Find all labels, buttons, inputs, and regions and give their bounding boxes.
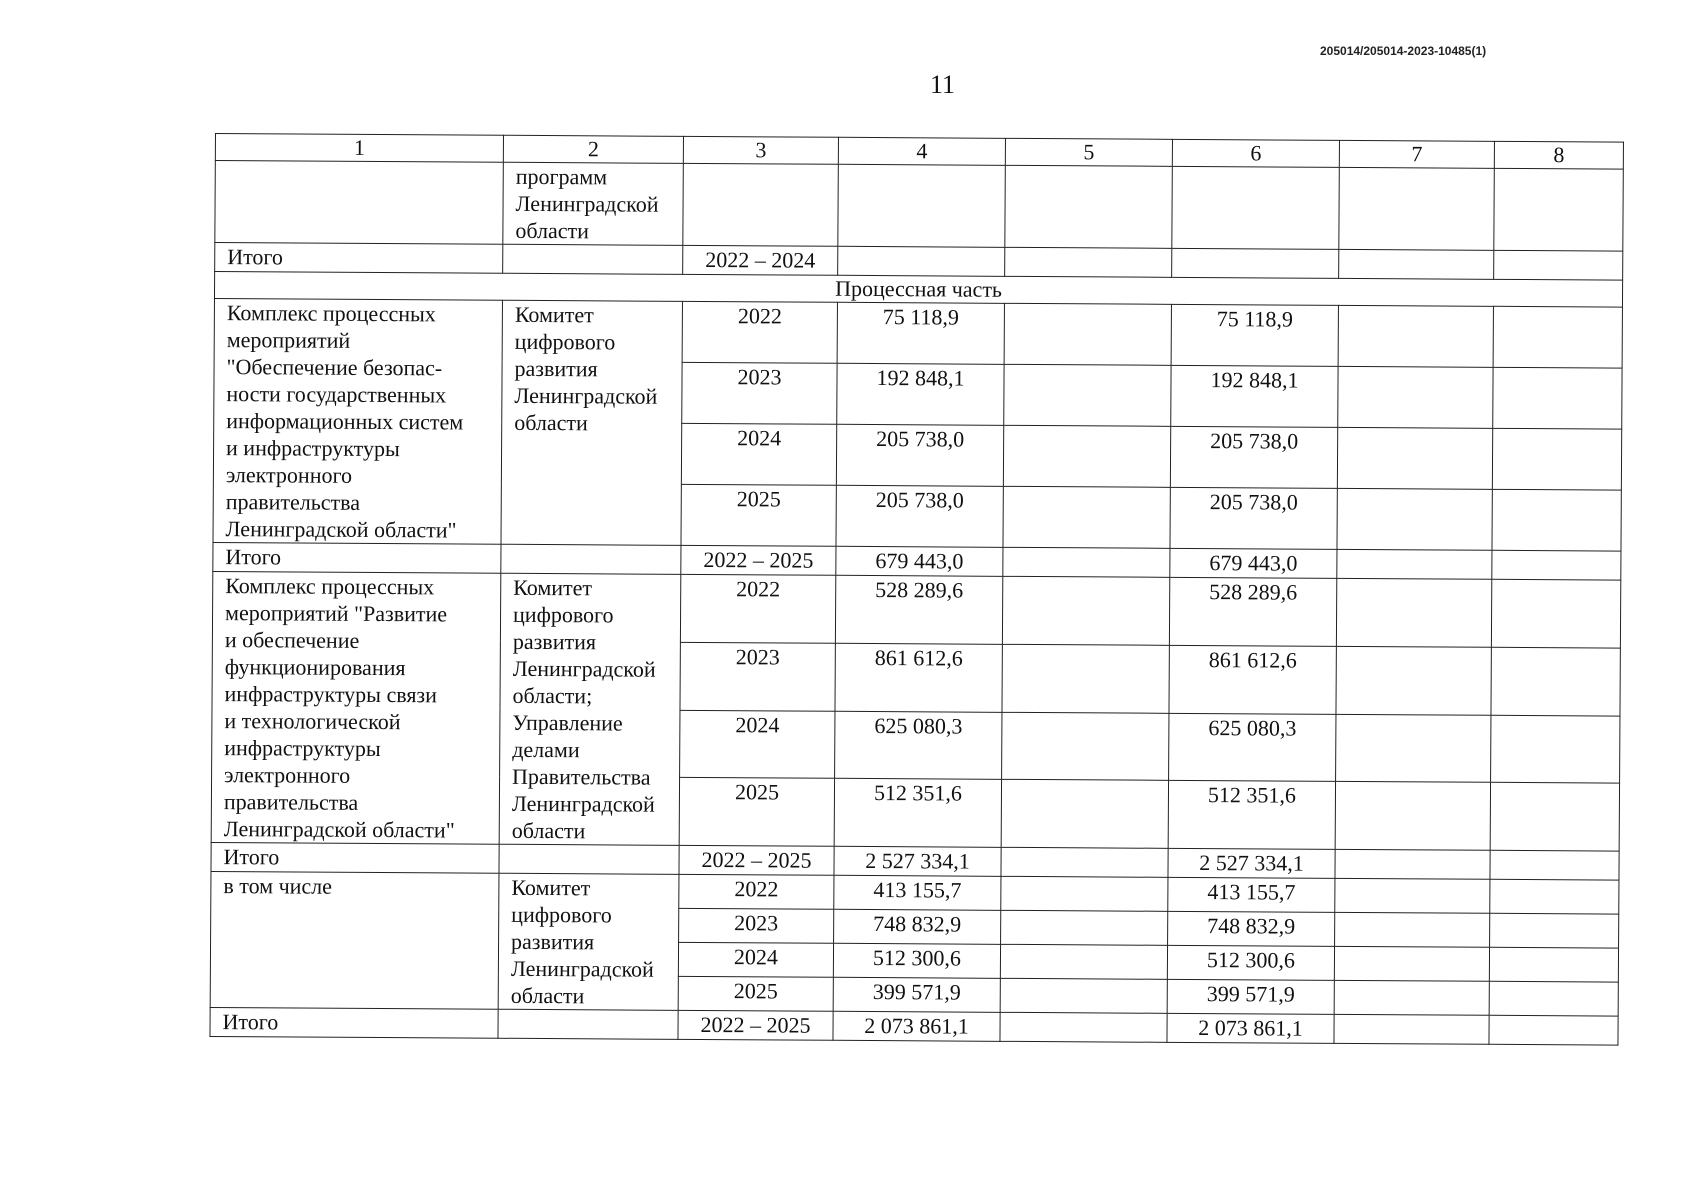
year-cell: 2023 [682, 362, 837, 424]
itogo-period: 2022 – 2025 [679, 845, 834, 875]
col6-cell: 748 832,9 [1168, 911, 1335, 946]
col7-cell [1335, 782, 1490, 851]
col8-cell [1489, 947, 1618, 982]
col8-cell [1492, 428, 1621, 490]
col6-cell: 75 118,9 [1171, 304, 1338, 366]
executor-cell [499, 573, 681, 845]
name-cell [215, 161, 503, 245]
itogo-label: Итого [215, 243, 503, 274]
itogo-total: 2 073 861,1 [833, 1011, 1000, 1041]
executor-line: области [510, 982, 585, 1009]
executor-line: Ленинградской [515, 190, 659, 217]
executor-line: развития [512, 628, 597, 655]
measure-name-line: Комплекс процессных [225, 573, 435, 600]
measure-name-cell [213, 298, 502, 544]
col5-cell [1000, 1012, 1167, 1042]
col8-cell [1490, 850, 1619, 880]
measure-name-line: Ленинградской области" [225, 516, 457, 543]
col8-cell [1490, 913, 1619, 948]
measure-name-line: инфраструктуры связи [224, 681, 438, 708]
col8-cell [1492, 550, 1621, 580]
funding-table-body [210, 134, 1623, 1046]
col7-cell [1337, 549, 1492, 579]
year-cell: 2025 [678, 976, 833, 1011]
itogo-col6: 2 073 861,1 [1167, 1013, 1334, 1043]
col5-cell [1003, 425, 1170, 487]
itogo-col6: 2 527 334,1 [1168, 848, 1335, 878]
col6-cell: 205 738,0 [1170, 426, 1337, 488]
col5-cell [1002, 576, 1169, 645]
year-cell: 2025 [681, 484, 836, 546]
col7-cell [1339, 167, 1494, 250]
col5-cell [1003, 486, 1170, 548]
col5-cell [1004, 303, 1171, 365]
executor-line: области [511, 817, 586, 844]
executor-line: цифрового [514, 328, 616, 355]
executor-line: программ [515, 163, 608, 190]
col7-cell [1337, 488, 1492, 550]
total-cell [838, 164, 1005, 247]
col8-cell [1491, 579, 1620, 648]
col-header-5: 5 [1005, 138, 1172, 166]
col-header-1: 1 [215, 134, 503, 163]
col8-cell [1490, 783, 1619, 852]
measure-name-line: правительства [223, 789, 359, 815]
year-cell: 2024 [678, 942, 833, 977]
executor-cell [498, 873, 679, 1010]
col6-cell: 205 738,0 [1170, 487, 1337, 549]
col-header-6: 6 [1172, 139, 1339, 167]
col-header-4: 4 [838, 137, 1005, 165]
measure-name-line: и технологической [224, 708, 401, 735]
executor-cell [501, 544, 681, 574]
col5-cell [1005, 247, 1172, 277]
total-cell: 512 351,6 [834, 779, 1001, 848]
col5-cell [1001, 780, 1168, 849]
executor-line: Ленинградской [510, 955, 654, 982]
measure-name-line: "Обеспечение безопас- [226, 354, 443, 381]
executor-line: развития [510, 928, 595, 955]
measure-name-cell [211, 571, 501, 844]
total-cell: 748 832,9 [834, 909, 1001, 944]
executor-line: цифрового [511, 901, 612, 928]
executor-cell [498, 1009, 678, 1039]
col5-cell [1003, 547, 1170, 577]
year-cell: 2023 [680, 642, 835, 711]
col7-cell [1335, 849, 1490, 879]
col5-cell [1001, 910, 1168, 945]
section-title: Процессная часть [214, 272, 1622, 308]
executor-line: развития [514, 355, 598, 382]
itogo-label: Итого [211, 842, 499, 873]
measure-name-line: и обеспечение [224, 627, 360, 653]
itogo-period: 2022 – 2024 [683, 245, 838, 275]
executor-line: Комитет [513, 574, 593, 601]
executor-line: области; [512, 682, 593, 709]
measure-name-line: информационных систем [226, 408, 464, 435]
measure-name-line: электронного [224, 762, 351, 788]
col7-cell [1335, 878, 1490, 913]
col8-cell [1489, 981, 1618, 1016]
itogo-label: Итого [210, 1007, 498, 1038]
col5-cell [1001, 847, 1168, 877]
col7-cell [1334, 946, 1489, 981]
total-cell: 413 155,7 [834, 875, 1001, 910]
itogo-total: 2 527 334,1 [834, 846, 1001, 876]
executor-cell [499, 844, 679, 874]
measure-name-line: в том числе [223, 873, 333, 899]
measure-name-line: мероприятий [226, 327, 351, 353]
col6-cell: 528 289,6 [1169, 577, 1336, 646]
col5-cell [1002, 712, 1169, 781]
year-row [214, 298, 1622, 368]
col5-cell [1000, 978, 1167, 1013]
measure-name-line: Комплекс процессных [226, 300, 436, 327]
col-header-2: 2 [503, 135, 683, 163]
year-cell: 2024 [680, 710, 835, 779]
executor-line: Комитет [511, 874, 591, 901]
year-cell: 2025 [679, 778, 834, 847]
total-cell: 625 080,3 [835, 711, 1002, 780]
total-cell: 512 300,6 [833, 943, 1000, 978]
year-row [212, 571, 1620, 647]
itogo-period: 2022 – 2025 [681, 545, 836, 575]
year-cell: 2022 [679, 874, 834, 909]
executor-line: Ленинградской [511, 790, 655, 817]
col7-cell [1335, 912, 1490, 947]
col-header-3: 3 [683, 136, 838, 164]
col5-cell [1005, 165, 1172, 248]
total-cell [838, 246, 1005, 276]
col-header-7: 7 [1339, 140, 1494, 168]
continuation-row [215, 161, 1623, 252]
col8-cell [1494, 250, 1623, 280]
col7-cell [1336, 578, 1491, 647]
col8-cell [1491, 715, 1620, 784]
year-cell: 2022 [680, 574, 835, 643]
executor-line: делами [512, 736, 580, 763]
total-cell: 205 738,0 [836, 485, 1003, 547]
executor-line: цифрового [512, 601, 614, 628]
col8-cell [1494, 168, 1623, 251]
measure-name-line: функционирования [224, 654, 406, 681]
measure-name-line: правительства [225, 489, 361, 515]
col7-cell [1339, 249, 1494, 279]
measure-name-line: электронного [225, 462, 353, 488]
col7-cell [1334, 1014, 1489, 1044]
col6-cell [1172, 248, 1339, 278]
itogo-period: 2022 – 2025 [678, 1010, 833, 1040]
total-cell: 528 289,6 [835, 575, 1002, 644]
itogo-total: 679 443,0 [836, 546, 1003, 576]
itogo-col6: 679 443,0 [1170, 548, 1337, 578]
col6-cell: 861 612,6 [1169, 645, 1336, 714]
col6-cell: 512 351,6 [1168, 781, 1335, 850]
year-cell: 2024 [681, 423, 836, 485]
total-cell: 861 612,6 [835, 643, 1002, 712]
executor-line: Ленинградской [512, 655, 656, 682]
col6-cell: 512 300,6 [1167, 945, 1334, 980]
col7-cell [1336, 646, 1491, 715]
total-cell: 192 848,1 [837, 363, 1004, 425]
period-cell [683, 163, 838, 246]
executor-line: области [514, 409, 588, 436]
total-cell: 399 571,9 [833, 977, 1000, 1012]
col7-cell [1336, 714, 1491, 783]
total-cell: 205 738,0 [836, 424, 1003, 486]
col7-cell [1334, 980, 1489, 1015]
col6-cell: 413 155,7 [1168, 877, 1335, 912]
col8-cell [1491, 647, 1620, 716]
executor-line: области [515, 217, 590, 244]
itogo-label: Итого [213, 542, 501, 573]
measure-name-line: и инфраструктуры [226, 435, 400, 462]
col8-cell [1489, 1015, 1618, 1045]
measure-name-cell [210, 871, 499, 1009]
measure-name-line: мероприятий "Развитие [224, 600, 448, 627]
executor-line: Ленинградской [514, 382, 658, 409]
col7-cell [1337, 427, 1492, 489]
executor-cell [503, 244, 683, 274]
col8-cell [1493, 367, 1622, 429]
measure-name-line: Ленинградской области" [223, 816, 455, 843]
col6-cell [1172, 166, 1339, 249]
executor-line: Правительства [511, 763, 651, 790]
col6-cell: 192 848,1 [1171, 365, 1338, 427]
document-id: 205014/205014-2023-10485(1) [1320, 44, 1487, 58]
total-cell: 75 118,9 [837, 302, 1004, 364]
col6-cell: 625 080,3 [1169, 713, 1336, 782]
col5-cell [1002, 644, 1169, 713]
col-header-8: 8 [1494, 141, 1623, 169]
page-number: 11 [930, 70, 956, 99]
executor-line: Комитет [514, 301, 594, 328]
col8-cell [1493, 306, 1622, 368]
col6-cell: 399 571,9 [1167, 979, 1334, 1014]
col7-cell [1338, 366, 1493, 428]
executor-cell [503, 162, 683, 245]
funding-table [209, 133, 1623, 1046]
col8-cell [1490, 879, 1619, 914]
year-row [211, 871, 1619, 914]
measure-name-line: инфраструктуры [224, 735, 381, 762]
measure-name-line: ности государственных [226, 381, 447, 408]
year-cell: 2022 [682, 301, 837, 363]
col8-cell [1492, 489, 1621, 551]
col5-cell [1004, 364, 1171, 426]
executor-cell [501, 300, 682, 545]
col7-cell [1338, 305, 1493, 367]
col5-cell [1000, 944, 1167, 979]
col5-cell [1001, 876, 1168, 911]
year-cell: 2023 [679, 908, 834, 943]
executor-line: Управление [512, 709, 623, 736]
